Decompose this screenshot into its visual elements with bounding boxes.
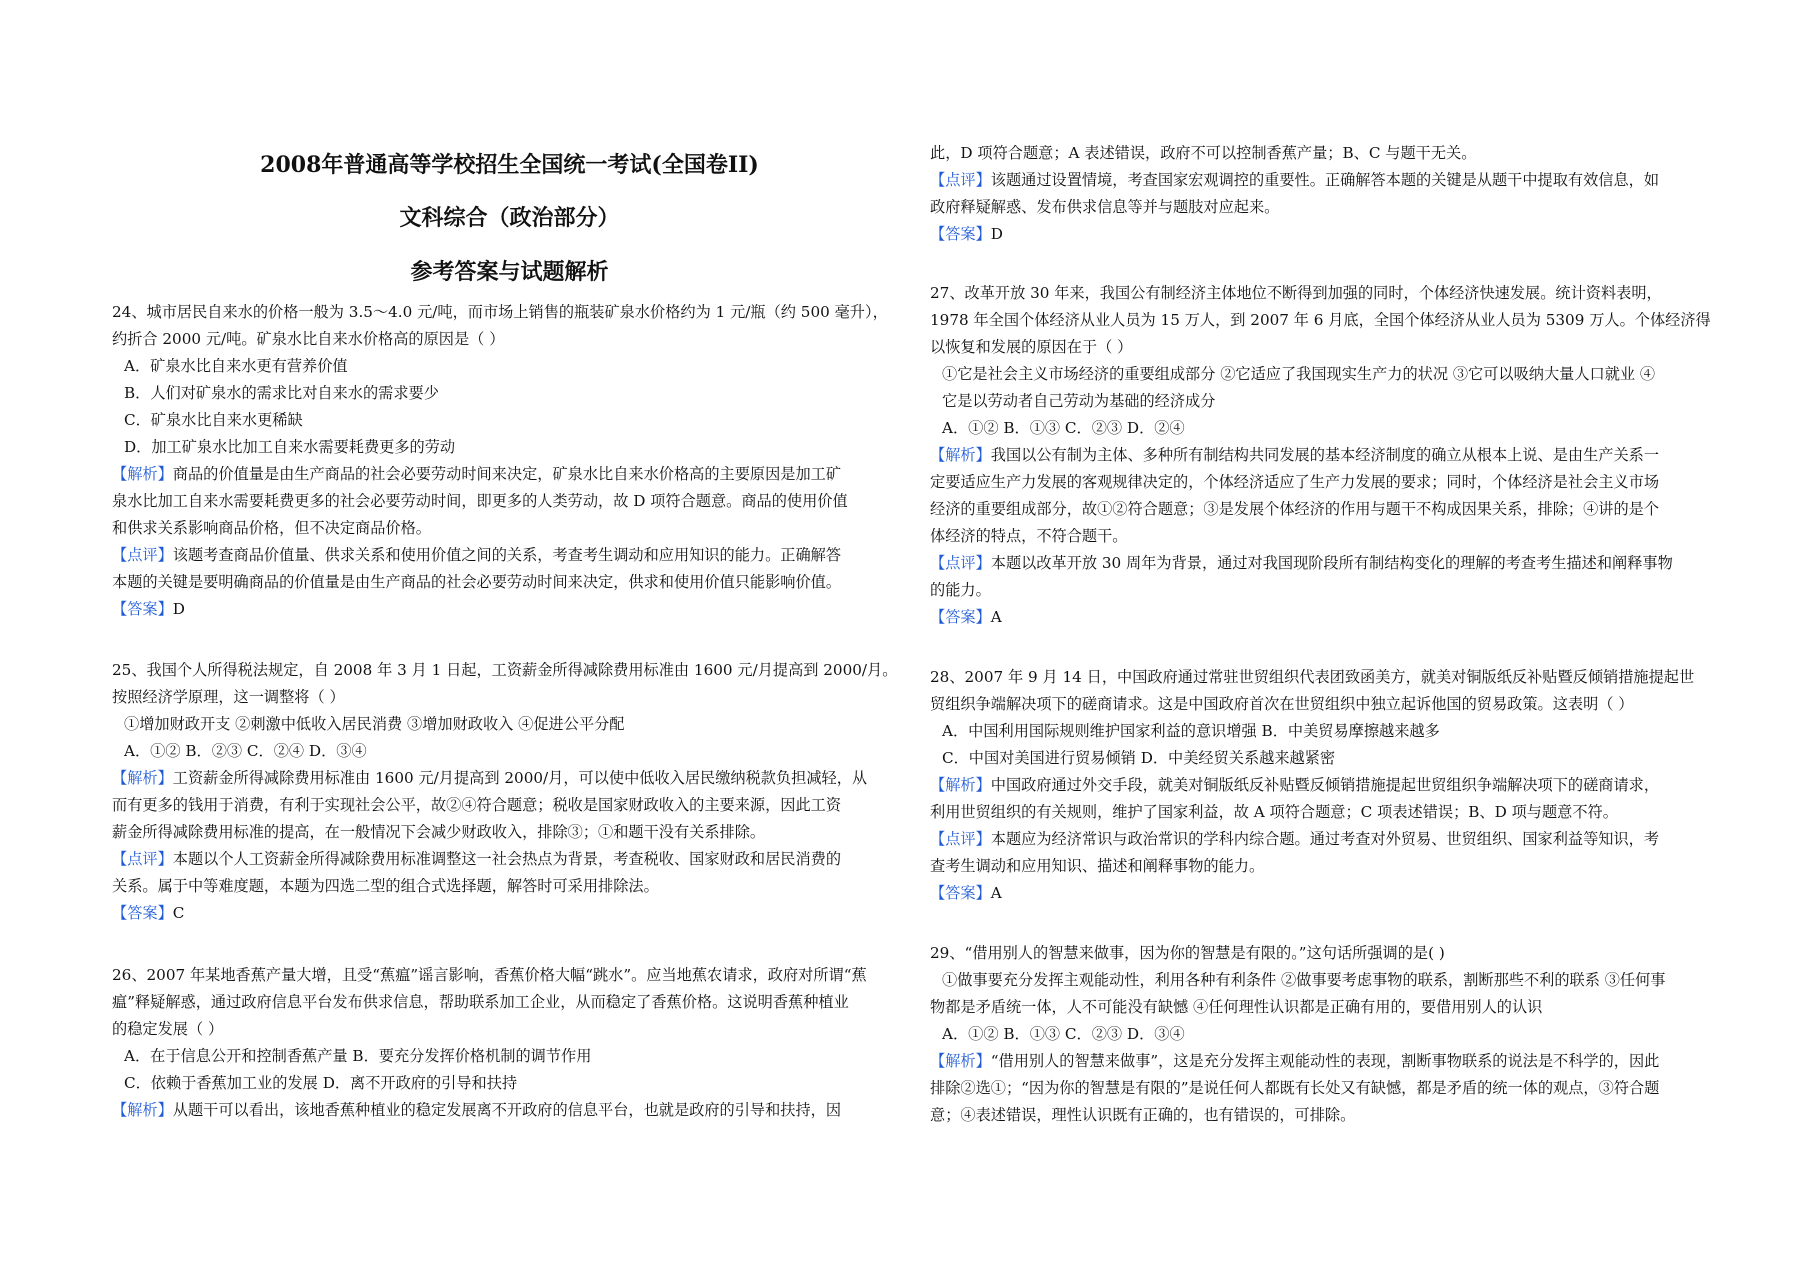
answer-tag: 【答案】 [930,608,991,626]
q28-comment-1: 【点评】本题应为经济常识与政治常识的学科内综合题。通过考查对外贸易、世贸组织、国家利益等知识，考 [930,830,1659,848]
q25-answer: 【答案】C [112,904,185,922]
q24-comment-1: 【点评】该题考查商品价值量、供求关系和使用价值之间的关系，考查考生调动和应用知识的能力。正确解答 [112,546,841,564]
q29-stem: 29、“借用别人的智慧来做事，因为你的智慧是有限的。”这句话所强调的是( ) [930,944,1445,962]
q27-analysis-3: 经济的重要组成部分，故①②符合题意；③是发展个体经济的作用与题干不构成因果关系，排除；④讲的是个 [930,500,1659,518]
answer-tag: 【答案】 [112,600,173,618]
q27-stem-1: 27、改革开放 30 年来，我国公有制经济主体地位不断得到加强的同时，个体经济快速发展。统计资料表明， [930,284,1662,302]
q29-choices-1: ①做事要充分发挥主观能动性，利用各种有利条件 ②做事要考虑事物的联系，割断那些不利的联系 ③任何事 [942,971,1666,989]
q26-option-ab: A．在于信息公开和控制香蕉产量 B．要充分发挥价格机制的调节作用 [124,1047,592,1065]
analysis-tag: 【解析】 [112,465,173,483]
q26-option-cd: C．依赖于香蕉加工业的发展 D．离不开政府的引导和扶持 [124,1074,518,1092]
q28-stem-1: 28、2007 年 9 月 14 日，中国政府通过常驻世贸组织代表团致函美方，就美对铜版纸反补贴暨反倾销措施提起世 [930,668,1695,686]
comment-tag: 【点评】 [112,546,173,564]
q28-analysis-2: 利用世贸组织的有关规则，维护了国家利益，故 A 项符合题意；C 项表述错误；B、D 项与题意不符。 [930,803,1618,821]
q26-stem-1: 26、2007 年某地香蕉产量大增，且受“蕉瘟”谣言影响，香蕉价格大幅“跳水”。应当地蕉农请求，政府对所谓“蕉 [112,966,867,984]
q25-choices: ①增加财政开支 ②刺激中低收入居民消费 ③增加财政收入 ④促进公平分配 [124,715,625,733]
q27-stem-3: 以恢复和发展的原因在于（ ） [930,338,1133,356]
q27-comment-1: 【点评】本题以改革开放 30 周年为背景，通过对我国现阶段所有制结构变化的理解的考查考生描述和阐释事物 [930,554,1673,572]
q24-analysis-3: 和供求关系影响商品价格，但不决定商品价格。 [112,519,431,537]
q24-option-a: A．矿泉水比自来水更有营养价值 [124,357,348,375]
q25-comment-1: 【点评】本题以个人工资薪金所得减除费用标准调整这一社会热点为背景，考查税收、国家财政和居民消费的 [112,850,841,868]
q28-option-cd: C．中国对美国进行贸易倾销 D．中美经贸关系越来越紧密 [942,749,1336,767]
q24-answer: 【答案】D [112,600,185,618]
q27-stem-2: 1978 年全国个体经济从业人员为 15 万人，到 2007 年 6 月底，全国个体经济从业人员为 5309 万人。个体经济得 [930,311,1711,329]
q24-analysis-2: 泉水比加工自来水需要耗费更多的社会必要劳动时间，即更多的人类劳动，故 D 项符合题意。商品的使用价值 [112,492,848,510]
q24-option-d: D．加工矿泉水比加工自来水需要耗费更多的劳动 [124,438,456,456]
q27-analysis-1: 【解析】我国以公有制为主体、多种所有制结构共同发展的基本经济制度的确立从根本上说、是由生产关系一 [930,446,1659,464]
analysis-tag: 【解析】 [112,1101,173,1119]
answer-tag: 【答案】 [930,884,991,902]
doc-title: 2008年普通高等学校招生全国统一考试(全国卷II) [260,152,759,178]
comment-tag: 【点评】 [112,850,173,868]
q28-answer: 【答案】A [930,884,1002,902]
q26-analysis-cont: 此，D 项符合题意；A 表述错误，政府不可以控制香蕉产量；B、C 与题干无关。 [930,144,1477,162]
q27-choices-1: ①它是社会主义市场经济的重要组成部分 ②它适应了我国现实生产力的状况 ③它可以吸纳大量人口就业 ④ [942,365,1656,383]
q26-stem-2: 瘟”释疑解惑，通过政府信息平台发布供求信息，帮助联系加工企业，从而稳定了香蕉价格。这说明香蕉种植业 [112,993,849,1011]
q28-analysis-1: 【解析】中国政府通过外交手段，就美对铜版纸反补贴暨反倾销措施提起世贸组织争端解决项下的磋商请求， [930,776,1659,794]
q26-comment-1: 【点评】该题通过设置情境，考查国家宏观调控的重要性。正确解答本题的关键是从题干中提取有效信息，如 [930,171,1659,189]
q28-comment-2: 查考生调动和应用知识、描述和阐释事物的能力。 [930,857,1265,875]
q28-stem-2: 贸组织争端解决项下的磋商请求。这是中国政府首次在世贸组织中独立起诉他国的贸易政策。这表明（ ） [930,695,1634,713]
q25-analysis-2: 而有更多的钱用于消费，有利于实现社会公平，故②④符合题意；税收是国家财政收入的主要来源，因此工资 [112,796,841,814]
q25-analysis-1: 【解析】工资薪金所得减除费用标准由 1600 元/月提高到 2000/月，可以使中低收入居民缴纳税款负担减轻，从 [112,769,868,787]
q29-analysis-1: 【解析】“借用别人的智慧来做事”，这是充分发挥主观能动性的表现，割断事物联系的说法是不科学的，因此 [930,1052,1660,1070]
q29-options: A．①② B．①③ C．②③ D．③④ [942,1025,1185,1043]
q27-analysis-2: 定要适应生产力发展的客观规律决定的，个体经济适应了生产力发展的要求；同时，个体经济是社会主义市场 [930,473,1659,491]
comment-tag: 【点评】 [930,830,991,848]
q28-option-ab: A．中国利用国际规则维护国家利益的意识增强 B．中美贸易摩擦越来越多 [942,722,1440,740]
doc-heading: 参考答案与试题解析 [410,259,609,285]
analysis-tag: 【解析】 [112,769,173,787]
analysis-tag: 【解析】 [930,776,991,794]
q25-options: A．①② B．②③ C．②④ D．③④ [124,742,367,760]
q26-comment-2: 政府释疑解惑、发布供求信息等并与题肢对应起来。 [930,198,1280,216]
q24-stem-2: 约折合 2000 元/吨。矿泉水比自来水价格高的原因是（ ） [112,330,505,348]
q26-answer: 【答案】D [930,225,1003,243]
q24-analysis-1: 【解析】商品的价值量是由生产商品的社会必要劳动时间来决定，矿泉水比自来水价格高的主要原因是加工矿 [112,465,841,483]
doc-subtitle: 文科综合（政治部分） [399,205,620,231]
q27-comment-2: 的能力。 [930,581,991,599]
q25-comment-2: 关系。属于中等难度题，本题为四选二型的组合式选择题，解答时可采用排除法。 [112,877,659,895]
answer-tag: 【答案】 [112,904,173,922]
q29-analysis-3: 意；④表述错误，理性认识既有正确的，也有错误的，可排除。 [930,1106,1356,1124]
q27-answer: 【答案】A [930,608,1002,626]
answer-tag: 【答案】 [930,225,991,243]
q24-comment-2: 本题的关键是要明确商品的价值量是由生产商品的社会必要劳动时间来决定，供求和使用价值只能影响价值。 [112,573,841,591]
analysis-tag: 【解析】 [930,1052,991,1070]
q26-stem-3: 的稳定发展（ ） [112,1020,224,1038]
comment-tag: 【点评】 [930,171,991,189]
q27-choices-2: 它是以劳动者自己劳动为基础的经济成分 [942,392,1216,410]
comment-tag: 【点评】 [930,554,991,572]
q27-analysis-4: 体经济的特点，不符合题干。 [930,527,1128,545]
q27-options: A．①② B．①③ C．②③ D．②④ [942,419,1185,437]
q24-option-c: C．矿泉水比自来水更稀缺 [124,411,303,429]
analysis-tag: 【解析】 [930,446,991,464]
q25-stem-1: 25、我国个人所得税法规定，自 2008 年 3 月 1 日起，工资薪金所得减除费用标准由 1600 元/月提高到 2000/月。 [112,661,898,679]
q24-option-b: B．人们对矿泉水的需求比对自来水的需求要少 [124,384,439,402]
q26-analysis-1: 【解析】从题干可以看出，该地香蕉种植业的稳定发展离不开政府的信息平台，也就是政府的引导和扶持，因 [112,1101,841,1119]
q29-choices-2: 物都是矛盾统一体，人不可能没有缺憾 ④任何理性认识都是正确有用的，要借用别人的认识 [930,998,1543,1016]
q24-stem-1: 24、城市居民自来水的价格一般为 3.5～4.0 元/吨，而市场上销售的瓶装矿泉水价格约为 1 元/瓶（约 500 毫升）， [112,303,888,321]
q25-analysis-3: 薪金所得减除费用标准的提高，在一般情况下会减少财政收入，排除③；①和题干没有关系排除。 [112,823,766,841]
q25-stem-2: 按照经济学原理，这一调整将（ ） [112,688,345,706]
q29-analysis-2: 排除②选①；“因为你的智慧是有限的”是说任何人都既有长处又有缺憾，都是矛盾的统一体的观点，③符合题 [930,1079,1660,1097]
